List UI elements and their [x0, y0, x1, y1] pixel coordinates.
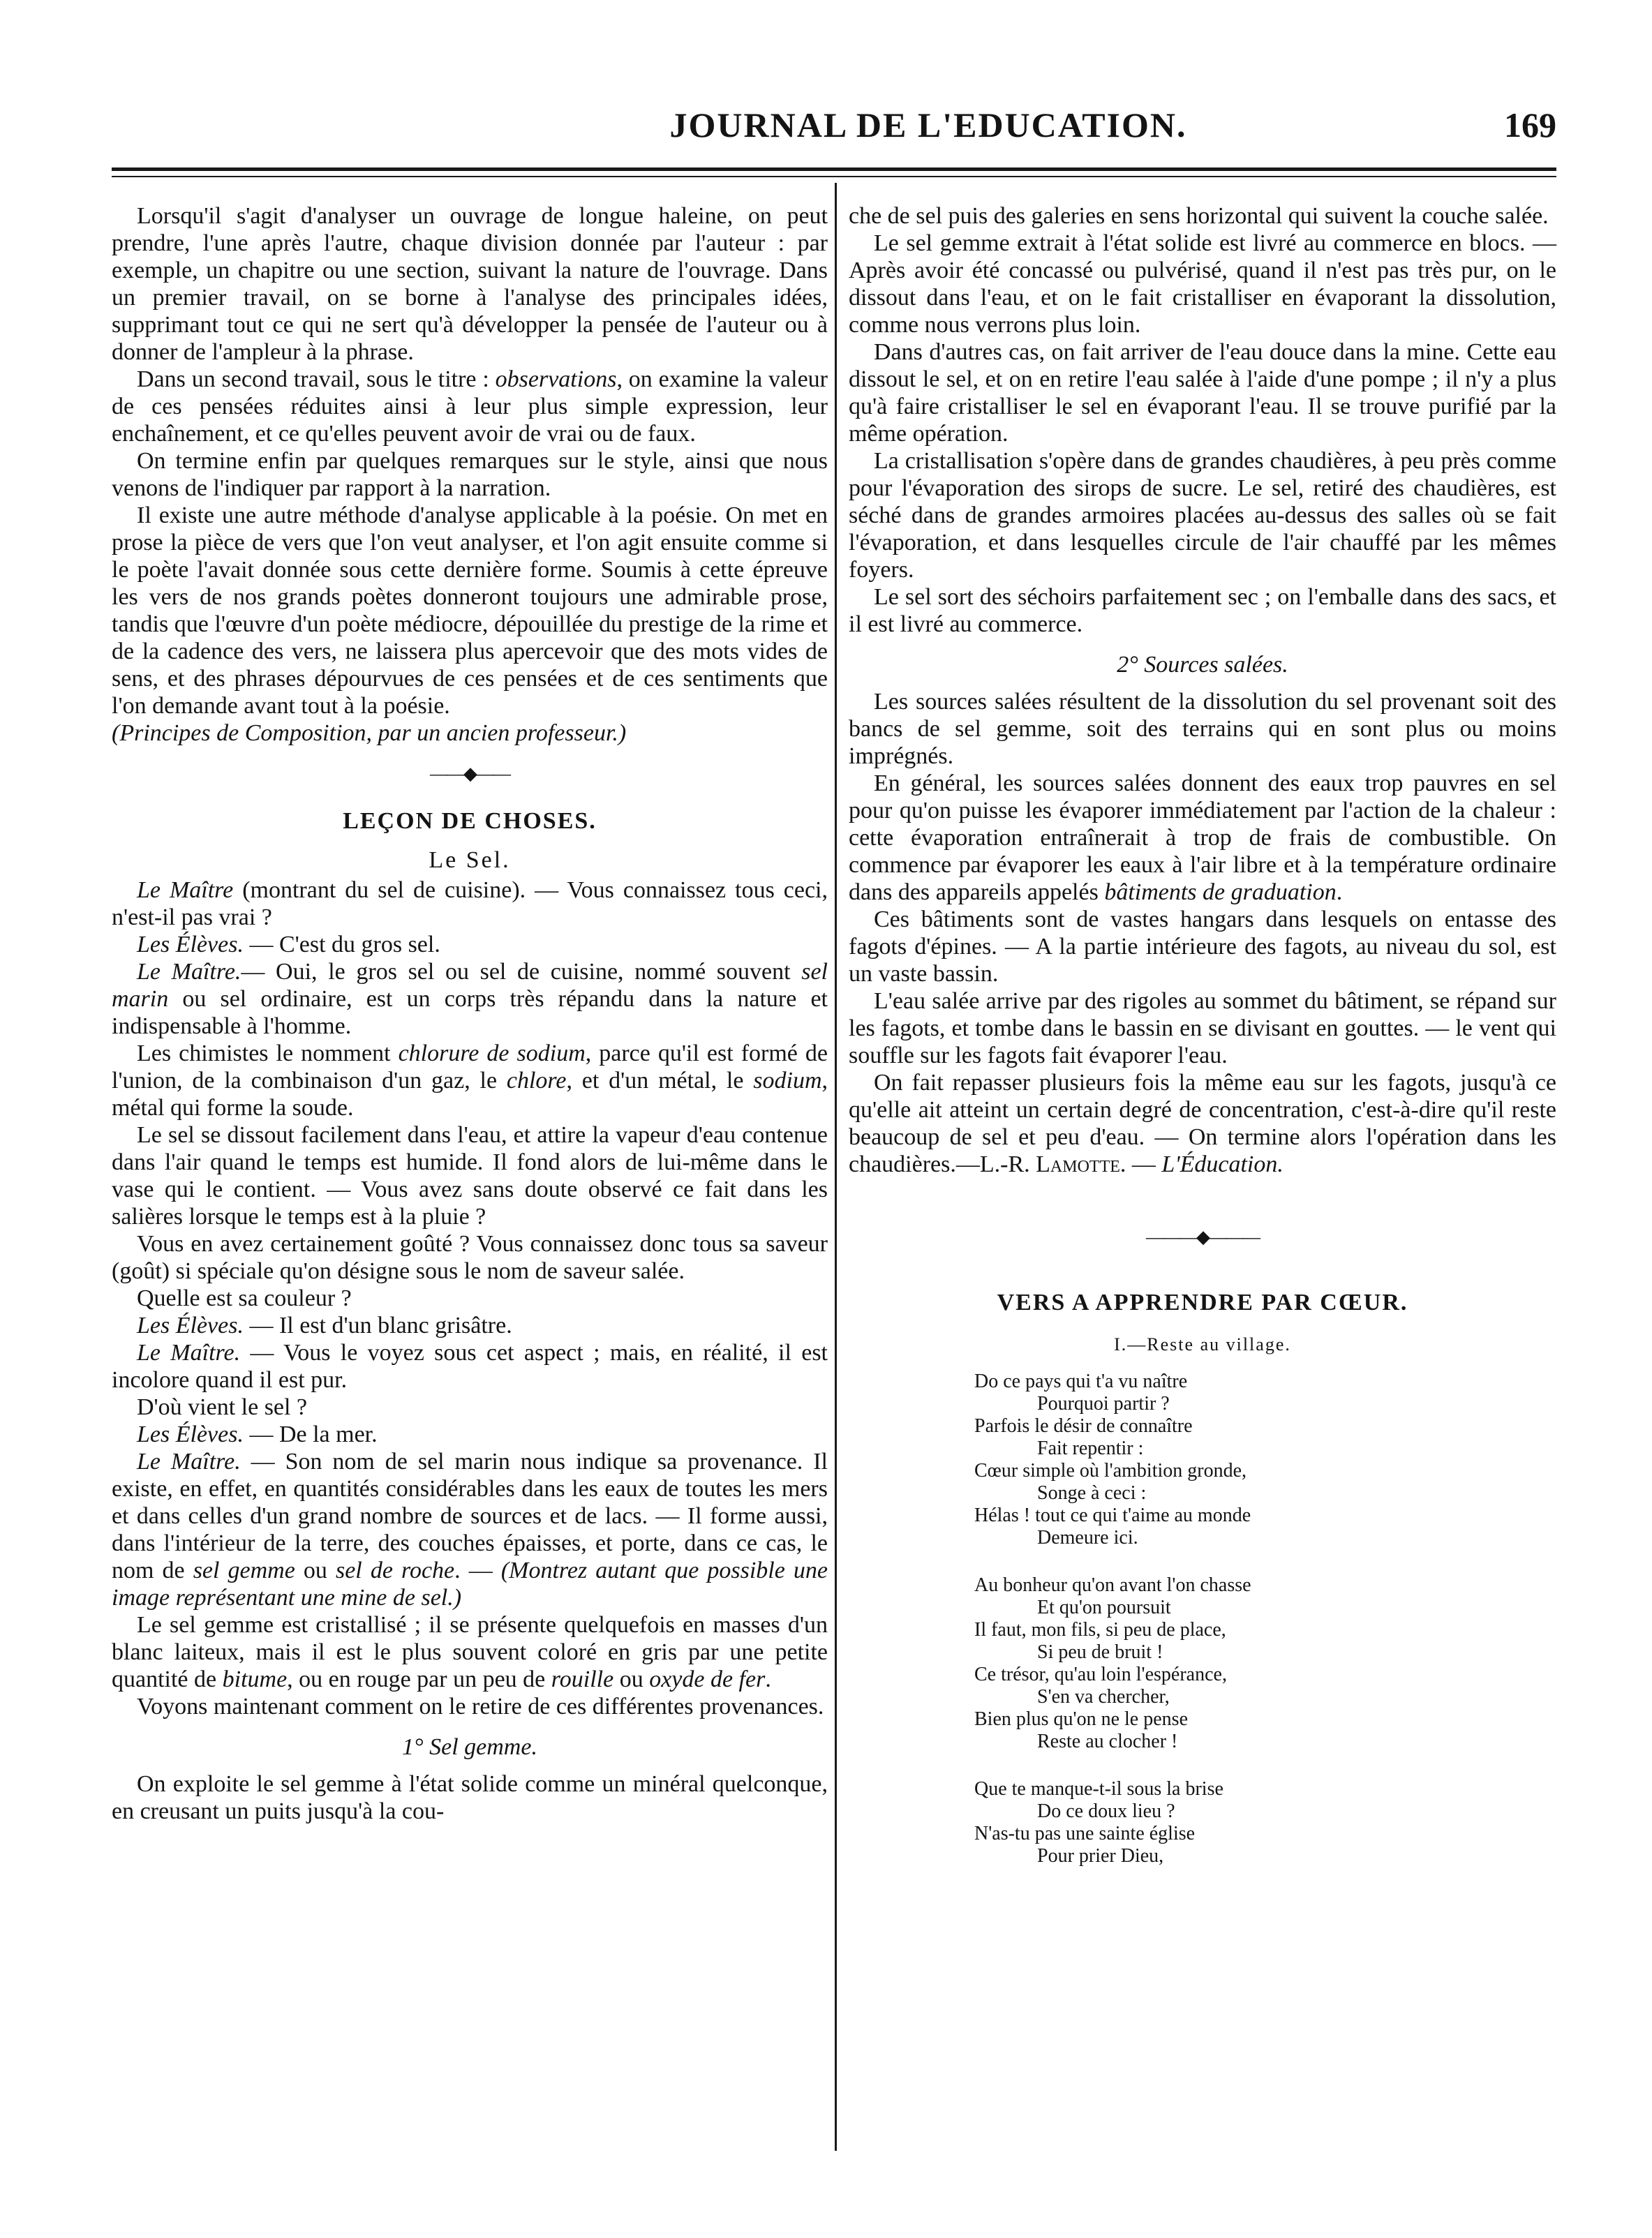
poem-stanza: [974, 1574, 1556, 1753]
journal-title: JOURNAL DE L'EDUCATION.: [669, 105, 1187, 144]
poem-line: Do ce doux lieu ?: [1037, 1800, 1175, 1822]
dialogue-line: Le Maître.— Oui, le gros sel ou sel de cuisine, nommé souvent sel marin ou sel ordinaire, est un corps très répandu dans la nature et indispensable à l'homme.: [112, 959, 828, 1039]
paragraph: Il existe une autre méthode d'analyse applicable à la poésie. On met en prose la pièce de vers que l'on veut analyser, et l'on agit ensuite comme si le poète l'avait donnée sous cette dernière forme. Soumis à cette épreuve les vers de nos grands poètes donneront toujours une admirable prose, tandis que l'œuvre d'un poète médiocre, dépouillée du prestige de la rime et de la cadence des vers, ne laissera plus apercevoir que des mots vides de sens, et des phrases dépourvues de ces pensées et de ces sentiments que l'on demande avant tout à la poésie.: [112, 502, 828, 719]
paragraph: On termine enfin par quelques remarques sur le style, ainsi que nous venons de l'indiquer par rapport à la narration.: [112, 448, 828, 501]
paragraph: che de sel puis des galeries en sens horizontal qui suivent la couche salée.: [849, 203, 1549, 229]
dialogue-line: Les Élèves. — De la mer.: [137, 1422, 378, 1447]
poem-line: S'en va chercher,: [1037, 1686, 1170, 1708]
poem-line: Il faut, mon fils, si peu de place,: [974, 1619, 1226, 1641]
paragraph: D'où vient le sel ?: [137, 1394, 308, 1420]
source-citation: (Principes de Composition, par un ancien professeur.): [112, 720, 627, 746]
poem-line: Demeure ici.: [1037, 1527, 1138, 1549]
poem-title: I.—Reste au village.: [1114, 1334, 1291, 1355]
header-rule: [112, 167, 1556, 171]
sub-heading: 2° Sources salées.: [1117, 652, 1288, 678]
poem-line: Ce trésor, qu'au loin l'espérance,: [974, 1664, 1227, 1685]
running-head: [112, 105, 1556, 161]
dialogue-line: Le Maître (montrant du sel de cuisine). — Vous connaissez tous ceci, n'est-il pas vrai ?: [112, 877, 828, 930]
paragraph: Le sel sort des séchoirs parfaitement sec ; on l'emballe dans des sacs, et il est livré au commerce.: [849, 584, 1556, 637]
poem-stanza: [974, 1371, 1556, 1549]
paragraph: Vous en avez certainement goûté ? Vous connaissez donc tous sa saveur (goût) si spéciale qu'on désigne sous le nom de saveur salée.: [112, 1231, 828, 1284]
paragraph: Ces bâtiments sont de vastes hangars dans lesquels on entasse des fagots d'épines. — A la partie intérieure des fagots, au niveau du sol, est un vaste bassin.: [849, 907, 1556, 987]
poem-stanza: [974, 1778, 1556, 1867]
lesson-title: LEÇON DE CHOSES.: [343, 808, 597, 834]
dialogue-line: Les Élèves. — C'est du gros sel.: [137, 932, 440, 957]
poem-line: Hélas ! tout ce qui t'aime au monde: [974, 1505, 1251, 1526]
poem: [974, 1371, 1556, 1867]
poem-line: Reste au clocher !: [1037, 1731, 1178, 1752]
lesson-subject: Le Sel.: [429, 847, 511, 873]
poem-line: Pourquoi partir ?: [1037, 1393, 1170, 1415]
poem-line: N'as-tu pas une sainte église: [974, 1823, 1196, 1844]
left-column: [112, 202, 828, 1825]
right-column: [849, 202, 1556, 1893]
paragraph: Quelle est sa couleur ?: [137, 1285, 352, 1311]
poem-line: Que te manque-t-il sous la brise: [974, 1778, 1223, 1800]
paragraph: On fait repasser plusieurs fois la même eau sur les fagots, jusqu'à ce qu'elle ait atteint un certain degré de concentration, c'est-à-dire qu'il reste beaucoup de sel et peu d'eau. — On termine alors l'opération dans les chaudières.—L.-R. Lamotte. — L'Éducation.: [849, 1070, 1556, 1177]
poem-line: Bien plus qu'on ne le pense: [974, 1708, 1188, 1730]
poem-line: Fait repentir :: [1037, 1438, 1144, 1459]
poem-line: Si peu de bruit !: [1037, 1641, 1163, 1663]
page-number: 169: [1504, 105, 1556, 144]
section-ornament: ———◆———: [1146, 1227, 1259, 1247]
dialogue-line: Les Élèves. — Il est d'un blanc grisâtre.: [137, 1313, 512, 1338]
paragraph: Dans un second travail, sous le titre : observations, on examine la valeur de ces pensées réduites ainsi à leur plus simple expression, leur enchaînement, et ce qu'elles peuvent avoir de vrai ou de faux.: [112, 366, 828, 447]
sub-heading: 1° Sel gemme.: [402, 1734, 537, 1760]
poem-line: Songe à ceci :: [1037, 1482, 1147, 1504]
paragraph: Le sel gemme est cristallisé ; il se présente quelquefois en masses d'un blanc laiteux, mais il est le plus souvent coloré en gris par une petite quantité de bitume, ou en rouge par un peu de rouille ou oxyde de fer.: [112, 1612, 828, 1692]
paragraph: On exploite le sel gemme à l'état solide comme un minéral quelconque, en creusant un puits jusqu'à la cou-: [112, 1771, 828, 1824]
header-rule-thin: [112, 176, 1556, 177]
paragraph: L'eau salée arrive par des rigoles au sommet du bâtiment, se répand sur les fagots, et tombe dans le bassin en se divisant en gouttes. — le vent qui souffle sur les fagots fait évaporer l'eau.: [849, 988, 1556, 1068]
poem-line: Parfois le désir de connaître: [974, 1415, 1193, 1437]
paragraph: La cristallisation s'opère dans de grandes chaudières, à peu près comme pour l'évaporation des sirops de sucre. Le sel, retiré des chaudières, est séché dans de grandes armoires placées au-dessus des salles où se fait l'évaporation, et dans lesquelles circule de l'air chauffé par les mêmes foyers.: [849, 448, 1556, 583]
poem-line: Et qu'on poursuit: [1037, 1597, 1171, 1618]
dialogue-line: Le Maître. — Son nom de sel marin nous indique sa provenance. Il existe, en effet, en quantités considérables dans les eaux de toutes les mers et dans celles d'un grand nombre de sources et de lacs. — Il forme aussi, dans l'intérieur de la terre, des couches épaisses, et porte, dans ce cas, le nom de sel gemme ou sel de roche. — (Montrez autant que possible une image représentant une mine de sel.): [112, 1449, 828, 1611]
paragraph: Lorsqu'il s'agit d'analyser un ouvrage de longue haleine, on peut prendre, l'une après l'autre, chaque division donnée par l'auteur : par exemple, un chapitre ou une section, suivant la nature de l'ouvrage. Dans un premier travail, on se borne à l'analyse des principales idées, supprimant tout ce qui ne sert qu'à développer la pensée de l'auteur ou à donner de l'ampleur à la phrase.: [112, 203, 828, 365]
poem-line: Pour prier Dieu,: [1037, 1845, 1164, 1867]
paragraph: Les sources salées résultent de la dissolution du sel provenant soit des bancs de sel gemme, soit des terrains qui en sont plus ou moins imprégnés.: [849, 689, 1556, 769]
paragraph: Les chimistes le nomment chlorure de sodium, parce qu'il est formé de l'union, de la combinaison d'un gaz, le chlore, et d'un métal, le sodium, métal qui forme la soude.: [112, 1040, 828, 1121]
paragraph: Le sel se dissout facilement dans l'eau, et attire la vapeur d'eau contenue dans l'air quand le temps est humide. Il fond alors de lui-même dans le vase qui le contient. — Vous avez sans doute observé ce fait dans les salières lorsque le temps est à la pluie ?: [112, 1122, 828, 1230]
column-divider: [835, 183, 837, 2151]
poem-line: Do ce pays qui t'a vu naître: [974, 1371, 1188, 1392]
poem-line: Au bonheur qu'on avant l'on chasse: [974, 1574, 1251, 1596]
dialogue-line: Le Maître. — Vous le voyez sous cet aspect ; mais, en réalité, il est incolore quand il est pur.: [112, 1340, 828, 1393]
poem-section-title: VERS A APPRENDRE PAR CŒUR.: [997, 1290, 1408, 1315]
paragraph: Voyons maintenant comment on le retire de ces différentes provenances.: [137, 1694, 824, 1719]
paragraph: Dans d'autres cas, on fait arriver de l'eau douce dans la mine. Cette eau dissout le sel, et on en retire l'eau salée à l'aide d'une pompe ; il n'y a plus qu'à faire cristalliser le sel en évaporant l'eau. Il se trouve purifié par la même opération.: [849, 339, 1556, 447]
paragraph: Le sel gemme extrait à l'état solide est livré au commerce en blocs. — Après avoir été concassé ou pulvérisé, quand il n'est pas très pur, on le dissout dans l'eau, et on le fait cristalliser en évaporant la dissolution, comme nous verrons plus loin.: [849, 230, 1556, 338]
section-ornament: ——◆——: [430, 763, 509, 784]
poem-line: Cœur simple où l'ambition gronde,: [974, 1460, 1247, 1482]
paragraph: En général, les sources salées donnent des eaux trop pauvres en sel pour qu'on puisse les évaporer immédiatement par l'action de la chaleur : cette évaporation entraînerait à trop de frais de combustible. On commence par évaporer les eaux à l'air libre et à la température ordinaire dans des appareils appelés bâtiments de graduation.: [849, 770, 1556, 905]
